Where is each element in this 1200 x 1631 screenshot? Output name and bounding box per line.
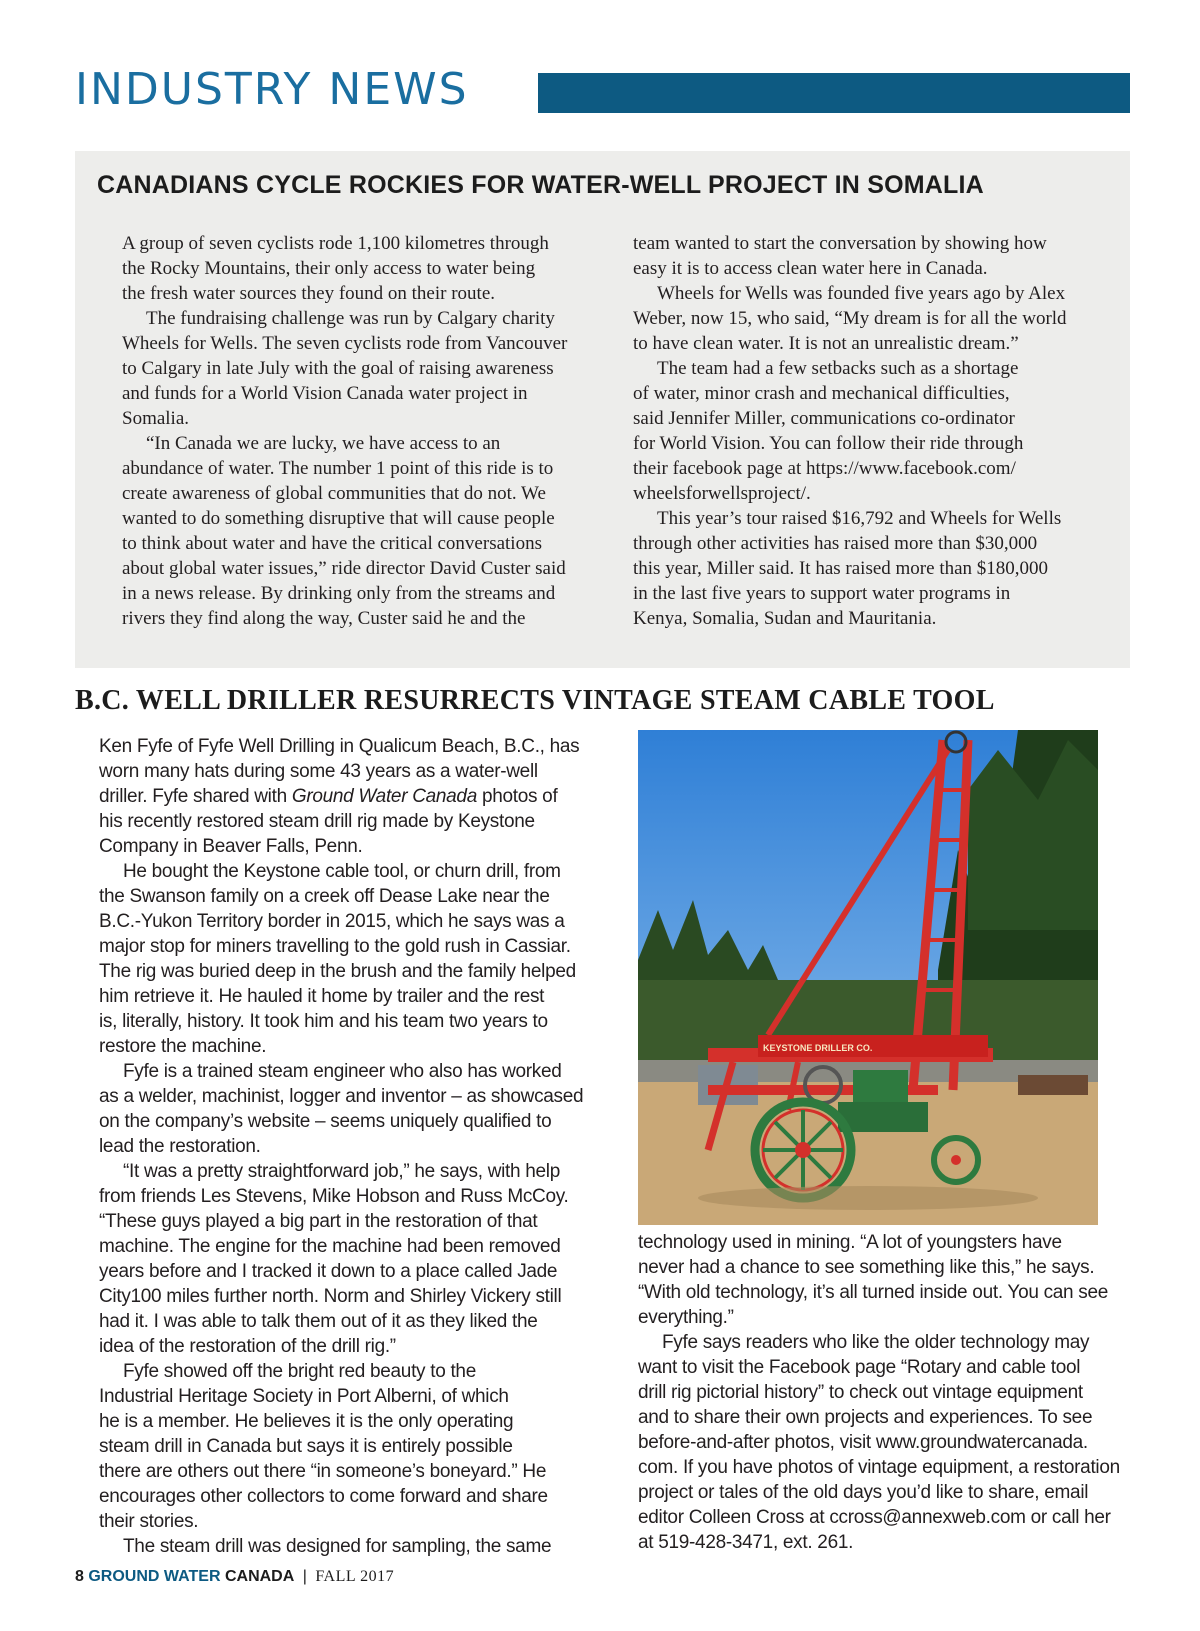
magazine-name [88,1568,294,1585]
sidebar-text-line: This year’s tour raised $16,792 and Wheels for Wells [657,508,1062,529]
article-text-line: The rig was buried deep in the brush and the family helped [99,961,576,982]
article-text-line: want to visit the Facebook page “Rotary and cable tool [638,1357,1081,1378]
article-text-line [99,784,599,809]
article-text-line: the Swanson family on a creek off Dease Lake near the [99,886,550,907]
article-text-line: Company in Beaver Falls, Penn. [99,836,363,857]
article-text-line: com. If you have photos of vintage equipment, a restoration [638,1457,1120,1478]
article-text-line: Ken Fyfe of Fyfe Well Drilling in Qualicum Beach, B.C., has [99,736,580,757]
article-text-line: machine. The engine for the machine had been removed [99,1236,561,1257]
article-text-line: City100 miles further north. Norm and Shirley Vickery still [99,1286,562,1307]
sidebar-text-line: in a news release. By drinking only from the streams and [122,583,556,604]
article-text-line: drill rig pictorial history” to check out vintage equipment [638,1382,1083,1403]
article-text-line: Fyfe is a trained steam engineer who also has worked [123,1061,562,1082]
article-text-line: “It was a pretty straightforward job,” he says, with help [123,1161,560,1182]
sidebar-text-line: to think about water and have the critical conversations [122,533,542,554]
article-text-run: driller. Fyfe shared with [99,786,292,807]
article-text-line: he is a member. He believes it is the only operating [99,1411,514,1432]
sidebar-text-line: team wanted to start the conversation by showing how [633,233,1047,254]
article-text-line: is, literally, history. It took him and his team two years to [99,1011,548,1032]
sidebar-text-line: The fundraising challenge was run by Calgary charity [146,308,555,329]
sidebar-text-line: create awareness of global communities that do not. We [122,483,546,504]
sidebar-text-line: to have clean water. It is not an unrealistic dream.” [633,333,1019,354]
article-text-line: project or tales of the old days you’d like to share, email [638,1482,1089,1503]
sidebar-story-column-left [122,231,592,631]
article-text-line: technology used in mining. “A lot of youngsters have [638,1232,1062,1253]
article-text-line: lead the restoration. [99,1136,261,1157]
photo-sign-text: KEYSTONE DRILLER CO. [763,1043,873,1053]
sidebar-story-box [75,151,1130,668]
magazine-name-part: CANADA [224,1568,295,1585]
sidebar-text-line: for World Vision. You can follow their ride through [633,433,1024,454]
article-text-line: steam drill in Canada but says it is entirely possible [99,1436,513,1457]
sidebar-text-line: of water, minor crash and mechanical difficulties, [633,383,1010,404]
sidebar-text-line: wheelsforwellsproject/. [633,483,811,504]
sidebar-text-line: Wheels for Wells was founded five years ago by Alex [657,283,1066,304]
sidebar-text-line: said Jennifer Miller, communications co-ordinator [633,408,1015,429]
article-text-line: “With old technology, it’s all turned inside out. You can see [638,1282,1109,1303]
article-text-run: photos of [476,786,558,807]
sidebar-story-column-right [633,231,1103,631]
sidebar-text-line: the Rocky Mountains, their only access to water being [122,258,536,279]
main-story-title: B.C. WELL DRILLER RESURRECTS VINTAGE STEAM CABLE TOOL [75,685,995,716]
article-text-line: Fyfe showed off the bright red beauty to the [123,1361,476,1382]
sidebar-text-line: their facebook page at https://www.facebook.com/ [633,458,1016,479]
sidebar-text-line: The team had a few setbacks such as a shortage [657,358,1019,379]
section-header-bar [538,73,1130,113]
article-text-line: B.C.-Yukon Territory border in 2015, which he says was a [99,911,565,932]
sidebar-text-line: Somalia. [122,408,190,429]
page-footer [75,1565,394,1589]
footer-separator: | [302,1568,307,1585]
sidebar-text-line: about global water issues,” ride director David Custer said [122,558,566,579]
article-text-line: him retrieve it. He hauled it home by trailer and the rest [99,986,545,1007]
article-text-line: from friends Les Stevens, Mike Hobson and Russ McCoy. [99,1186,569,1207]
article-text-line: Industrial Heritage Society in Port Alberni, of which [99,1386,509,1407]
main-story-column-left [99,734,599,1559]
article-text-line: encourages other collectors to come forward and share [99,1486,548,1507]
sidebar-text-line: Kenya, Somalia, Sudan and Mauritania. [633,608,937,629]
sidebar-text-line: Weber, now 15, who said, “My dream is for all the world [633,308,1067,329]
article-text-line: as a welder, machinist, logger and inventor – as showcased [99,1086,584,1107]
article-text-line: He bought the Keystone cable tool, or churn drill, from [123,861,561,882]
article-text-line: major stop for miners travelling to the gold rush in Cassiar. [99,936,571,957]
steam-drill-rig-photo [638,730,1098,1225]
sidebar-text-line: Wheels for Wells. The seven cyclists rode from Vancouver [122,333,568,354]
article-text-line: idea of the restoration of the drill rig.” [99,1336,396,1357]
sidebar-text-line: A group of seven cyclists rode 1,100 kilometres through [122,233,549,254]
article-text-line: had it. I was able to talk them out of it as they liked the [99,1311,538,1332]
sidebar-text-line: wanted to do something disruptive that will cause people [122,508,555,529]
article-text-line: there are others out there “in someone’s boneyard.” He [99,1461,547,1482]
article-text-line: at 519-428-3471, ext. 261. [638,1532,854,1553]
main-story-column-right [638,1230,1138,1555]
article-text-line: editor Colleen Cross at ccross@annexweb.com or call her [638,1507,1111,1528]
sidebar-text-line: the fresh water sources they found on their route. [122,283,496,304]
article-text-line: never had a chance to see something like this,” he says. [638,1257,1095,1278]
sidebar-text-line: to Calgary in late July with the goal of raising awareness [122,358,554,379]
issue-label: FALL 2017 [315,1568,395,1585]
article-text-line: their stories. [99,1511,199,1532]
page-number: 8 [75,1568,84,1585]
publication-name-italic: Ground Water Canada [291,786,477,807]
section-header [75,62,1130,118]
article-text-line: before-and-after photos, visit www.groundwatercanada. [638,1432,1088,1453]
article-text-line: restore the machine. [99,1036,267,1057]
article-text-line: on the company’s website – seems uniquely qualified to [99,1111,552,1132]
sidebar-text-line: through other activities has raised more than $30,000 [633,533,1038,554]
sidebar-text-line: in the last five years to support water programs in [633,583,1011,604]
sidebar-text-line: and funds for a World Vision Canada water project in [122,383,528,404]
sidebar-text-line: “In Canada we are lucky, we have access to an [146,433,501,454]
article-text-line: his recently restored steam drill rig made by Keystone [99,811,535,832]
article-text-line: The steam drill was designed for sampling, the same [123,1536,552,1557]
magazine-name-part: GROUND WATER [88,1568,221,1585]
sidebar-story-title: CANADIANS CYCLE ROCKIES FOR WATER-WELL PROJECT IN SOMALIA [97,171,984,199]
article-text-line: worn many hats during some 43 years as a water-well [99,761,538,782]
article-text-line: Fyfe says readers who like the older technology may [662,1332,1090,1353]
section-title: INDUSTRY NEWS [75,64,469,115]
article-text-line: and to share their own projects and experiences. To see [638,1407,1093,1428]
sidebar-text-line: abundance of water. The number 1 point of this ride is to [122,458,554,479]
sidebar-text-line: rivers they find along the way, Custer said he and the [122,608,526,629]
sidebar-text-line: this year, Miller said. It has raised more than $180,000 [633,558,1049,579]
article-text-line: “These guys played a big part in the restoration of that [99,1211,538,1232]
article-text-line: everything.” [638,1307,734,1328]
sidebar-text-line: easy it is to access clean water here in Canada. [633,258,988,279]
article-text-line: years before and I tracked it down to a place called Jade [99,1261,558,1282]
